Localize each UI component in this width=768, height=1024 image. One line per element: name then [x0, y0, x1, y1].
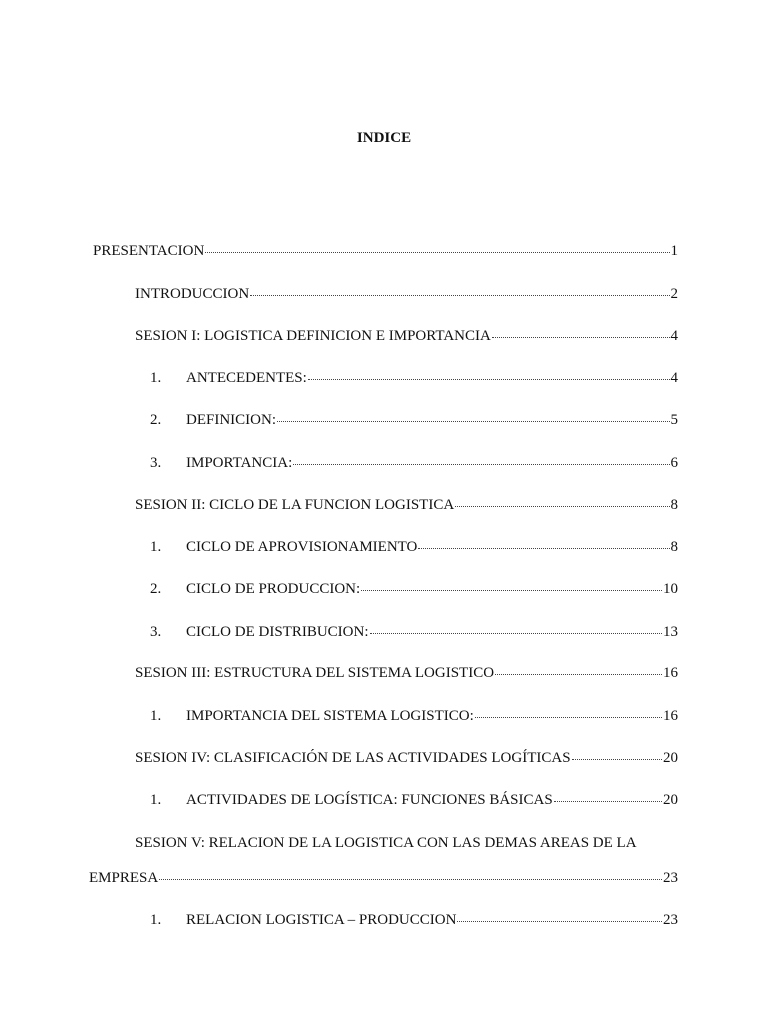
dot-leader — [361, 579, 662, 593]
toc-entry-page: 8 — [670, 539, 678, 555]
toc-entry[interactable] — [150, 579, 678, 599]
toc-entry-number: 3. — [150, 624, 162, 640]
dot-leader — [159, 868, 662, 882]
toc-entry-text: DEFINICION: — [186, 412, 276, 428]
toc-entry-page: 23 — [663, 912, 678, 928]
toc-entry-text: SESION IV: CLASIFICACIÓN DE LAS ACTIVIDADES LOGÍTICAS — [135, 750, 571, 766]
toc-entry-text: CICLO DE DISTRIBUCION: — [186, 624, 369, 640]
toc-entry-text: CICLO DE APROVISIONAMIENTO — [186, 539, 418, 555]
toc-entry-text: EMPRESA — [89, 870, 159, 886]
toc-entry-page: 4 — [670, 328, 678, 344]
dot-leader — [475, 706, 662, 720]
dot-leader — [293, 453, 669, 467]
toc-entry[interactable] — [93, 241, 678, 261]
toc-entry[interactable] — [89, 868, 678, 888]
toc-entry-number: 1. — [150, 912, 162, 928]
toc-entry-page: 10 — [663, 581, 678, 597]
toc-entry[interactable] — [150, 910, 678, 930]
toc-entry[interactable] — [135, 326, 678, 346]
toc-entry-text: RELACION LOGISTICA – PRODUCCION — [186, 912, 457, 928]
dot-leader — [457, 910, 662, 924]
toc-entry-page: 16 — [663, 708, 678, 724]
toc-entry-number: 2. — [150, 412, 162, 428]
toc-entry-page: 20 — [663, 792, 678, 808]
toc-entry[interactable] — [150, 453, 678, 473]
dot-leader — [455, 495, 669, 509]
toc-entry-text: SESION I: LOGISTICA DEFINICION E IMPORTANCIA — [135, 328, 491, 344]
toc-entry[interactable] — [135, 663, 678, 683]
toc-entry[interactable] — [150, 537, 678, 557]
toc-entry-page: 5 — [670, 412, 678, 428]
toc-entry-text: IMPORTANCIA DEL SISTEMA LOGISTICO: — [186, 708, 474, 724]
toc-entry-page: 23 — [663, 870, 678, 886]
toc-entry-text: ANTECEDENTES: — [186, 370, 307, 386]
toc-entry-page: 13 — [663, 624, 678, 640]
toc-entry[interactable] — [135, 284, 678, 304]
toc-entry-number: 1. — [150, 792, 162, 808]
toc-entry-text-line1[interactable]: SESION V: RELACION DE LA LOGISTICA CON LAS DEMAS AREAS DE LA — [135, 835, 637, 851]
toc-entry-text: IMPORTANCIA: — [186, 455, 293, 471]
toc-entry-page: 20 — [663, 750, 678, 766]
dot-leader — [308, 368, 670, 382]
toc-entry-text: INTRODUCCION — [135, 286, 250, 302]
toc-entry-text: CICLO DE PRODUCCION: — [186, 581, 361, 597]
toc-entry-number: 1. — [150, 708, 162, 724]
dot-leader — [418, 537, 669, 551]
dot-leader — [495, 663, 662, 677]
dot-leader — [572, 748, 662, 762]
toc-entry[interactable] — [150, 706, 678, 726]
toc-entry-text: ACTIVIDADES DE LOGÍSTICA: FUNCIONES BÁSICAS — [186, 792, 553, 808]
dot-leader — [250, 284, 669, 298]
toc-entry-number: 1. — [150, 539, 162, 555]
toc-entry[interactable] — [150, 790, 678, 810]
toc-entry-page: 16 — [663, 665, 678, 681]
toc-entry-page: 8 — [670, 497, 678, 513]
toc-entry-number: 3. — [150, 455, 162, 471]
toc-entry-number: 1. — [150, 370, 162, 386]
toc-entry-page: 6 — [670, 455, 678, 471]
toc-entry-page: 1 — [670, 243, 678, 259]
toc-entry-page: 4 — [670, 370, 678, 386]
toc-entry[interactable] — [135, 495, 678, 515]
dot-leader — [492, 326, 670, 340]
toc-entry-text: SESION III: ESTRUCTURA DEL SISTEMA LOGISTICO — [135, 665, 495, 681]
dot-leader — [370, 622, 663, 636]
toc-entry[interactable] — [150, 622, 678, 642]
toc-entry[interactable] — [135, 748, 678, 768]
dot-leader — [277, 410, 670, 424]
toc-entry-text: SESION II: CICLO DE LA FUNCION LOGISTICA — [135, 497, 455, 513]
page-title: INDICE — [356, 130, 412, 146]
dot-leader — [554, 790, 662, 804]
toc-entry-page: 2 — [670, 286, 678, 302]
dot-leader — [205, 241, 669, 255]
toc-entry[interactable] — [150, 410, 678, 430]
toc-entry[interactable] — [150, 368, 678, 388]
toc-entry-number: 2. — [150, 581, 162, 597]
toc-entry-text: PRESENTACION — [93, 243, 205, 259]
